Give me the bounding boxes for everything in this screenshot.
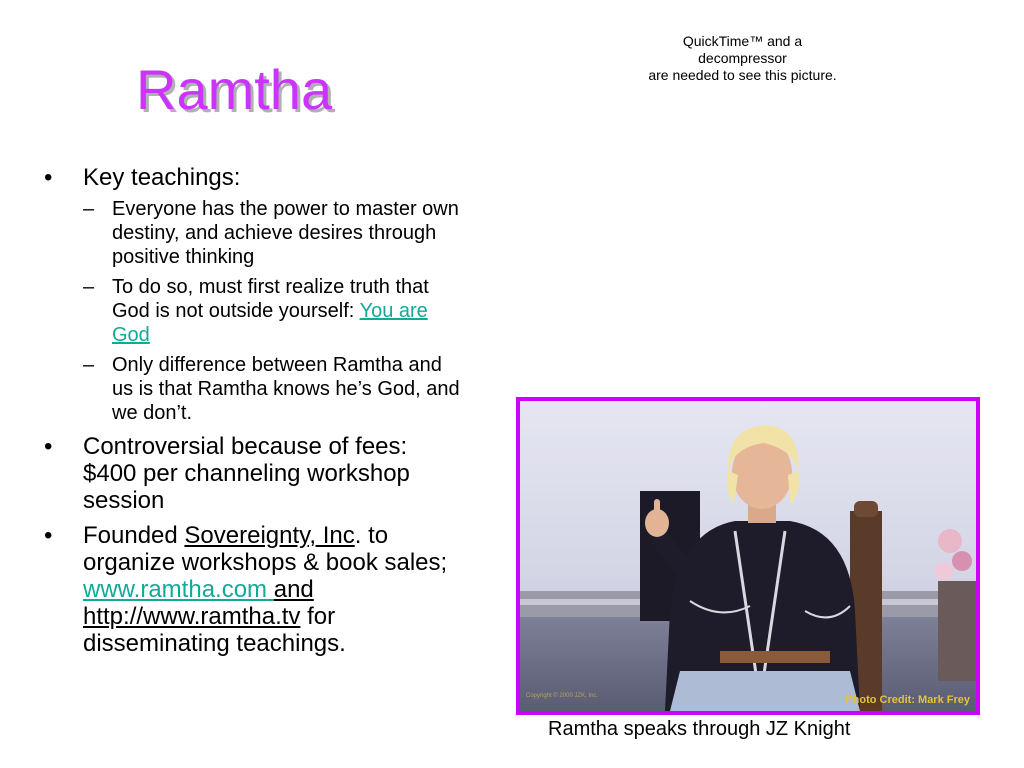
bullet-key-teachings — [44, 164, 464, 425]
sovereignty-link[interactable]: Sovereignty, Inc — [184, 522, 355, 549]
sub-bullet-difference — [67, 353, 464, 425]
ramtha-com-link[interactable]: www.ramtha.com — [83, 576, 274, 603]
bullet-dot-icon: • — [44, 164, 53, 191]
photo-caption: Ramtha speaks through JZ Knight — [548, 718, 851, 740]
ramtha-tv-link[interactable]: http://www.ramtha.tv — [83, 603, 301, 630]
dash-icon: – — [83, 354, 95, 376]
slide-title: Ramtha — [136, 58, 333, 121]
and-link[interactable]: and — [273, 576, 314, 603]
photo-copyright-text: Copyright © 2000 JZK, Inc. — [526, 693, 599, 699]
founded-suffix: for disseminating teachings. — [83, 603, 346, 657]
sub-bullet-realize — [67, 275, 464, 347]
founded-middle: . to organize workshops & book sales; — [83, 522, 448, 576]
founded-prefix: Founded — [83, 522, 185, 549]
bullet-controversial — [44, 433, 464, 514]
sub-bullet-difference-text: Only difference between Ramtha and us is that Ramtha knows he’s God, and we don’t. — [112, 354, 460, 424]
photo-jz-knight — [516, 397, 980, 715]
bullet-founded — [44, 522, 464, 657]
you-are-god-link[interactable]: You are God — [112, 300, 428, 346]
sub-bullet-power — [67, 197, 464, 269]
bullet-list — [44, 164, 464, 665]
bullet-dot-icon: • — [44, 522, 53, 549]
quicktime-notice-line3: are needed to see this picture. — [648, 67, 837, 83]
key-teachings-label: Key teachings: — [83, 164, 241, 191]
sub-bullet-realize-text: To do so, must first realize truth that God is not outside yourself: — [112, 276, 429, 322]
controversial-text: Controversial because of fees: $400 per channeling workshop session — [83, 433, 410, 514]
dash-icon: – — [83, 276, 95, 298]
photo-illustration — [520, 401, 976, 711]
quicktime-notice-line1: QuickTime™ and a — [682, 33, 803, 49]
dash-icon: – — [83, 198, 95, 220]
quicktime-notice-line2: decompressor — [698, 50, 787, 66]
photo-credit-text: Photo Credit: Mark Frey — [845, 694, 970, 706]
bullet-dot-icon: • — [44, 433, 53, 460]
sub-bullet-power-text: Everyone has the power to master own destiny, and achieve desires through positive thinking — [112, 198, 459, 268]
quicktime-notice — [600, 33, 885, 84]
